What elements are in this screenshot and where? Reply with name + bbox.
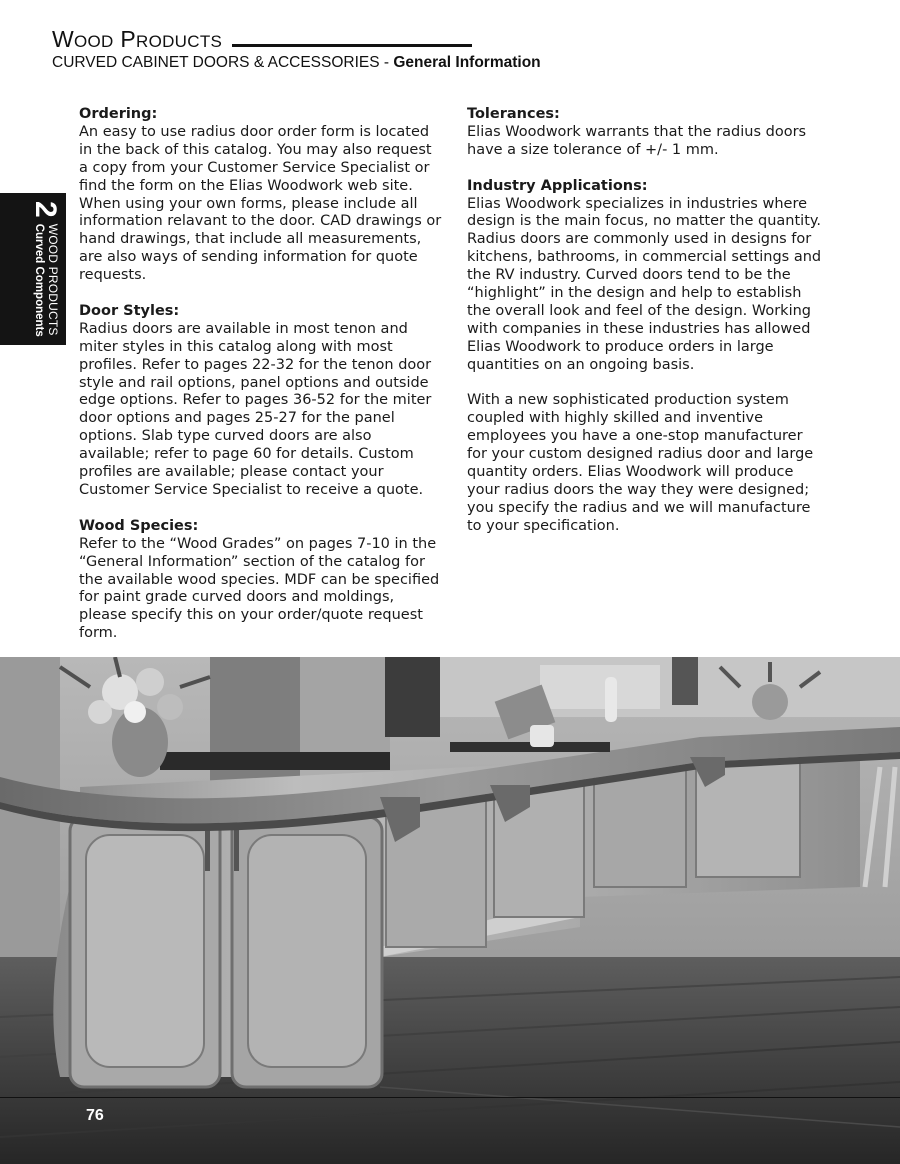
wood-species-heading: Wood Species: (79, 517, 199, 534)
footer-rule (0, 1097, 900, 1098)
chapter-tab (0, 193, 66, 345)
title-initial-2: P (120, 26, 136, 52)
ordering-heading: Ordering: (79, 106, 158, 122)
header-rule (232, 44, 472, 47)
subtitle-main: CURVED CABINET DOORS & ACCESSORIES - (52, 54, 394, 71)
section-title (52, 26, 222, 53)
title-rest-2: RODUCTS (136, 32, 223, 51)
production-text: With a new sophisticated production system coupled with highly skilled and inventive employees you have a one-stop manufacturer for your custom designed radius door and large quantity orders. Elias Woodwork will produce your radius doors the way they were designed; you specify the radius and we will manufacture to your specification. (467, 392, 814, 534)
chapter-number: 2 (29, 201, 62, 218)
title-rest-1: OOD (74, 32, 114, 51)
chapter-line-2: Curved Components (32, 223, 45, 337)
page-number: 76 (86, 1107, 104, 1124)
door-styles-text: Radius doors are available in most tenon and miter styles in this catalog along with most profiles. Refer to pages 22-32 for the tenon door style and rail options, panel options and outside edge options. Refer to pages 36-52 for the miter door options and pages 25-27 for the panel options. Slab type curved doors are also available; refer to page 60 for details. Custom profiles are available; please contact your Customer Service Specialist to receive a quote. (79, 320, 432, 499)
title-initial-1: W (52, 26, 75, 52)
industry-text-2: Radius doors are commonly used in designs for kitchens, bathrooms, in commercial settings and the RV industry. Curved doors tend to be the “highlight” in the design and help to establish the overall look and feel of the design. Working with companies in these industries has allowed Elias Woodwork to produce orders in large quantities on an ongoing basis. (467, 231, 822, 373)
tolerances-heading: Tolerances: (467, 106, 560, 122)
industry-text-1: Elias Woodwork specializes in industries where design is the main focus, no matter the quantity. (467, 195, 821, 230)
left-column (79, 106, 444, 661)
wood-species-text: Refer to the “Wood Grades” on pages 7-10 in the “General Information” section of the catalog for the available wood species. MDF can be specified for paint grade curved doors and moldings, please specify this on your order/quote request form. (79, 535, 440, 642)
ordering-text: An easy to use radius door order form is located in the back of this catalog. You may also request a copy from your Customer Service Specialist or find the form on the Elias Woodwork web site. When using your own forms, please include all information relavant to the door. CAD drawings or hand drawings, that include all measurements, are also ways of sending information for quote requests. (79, 123, 442, 284)
industry-heading: Industry Applications: (467, 177, 648, 194)
right-column (467, 106, 827, 554)
subtitle-bold: General Information (393, 54, 541, 71)
door-styles-heading: Door Styles: (79, 302, 180, 319)
kitchen-photo (0, 657, 900, 1164)
chapter-line-1: WOOD PRODUCTS (45, 223, 60, 336)
section-subtitle (52, 54, 541, 72)
tolerances-text: Elias Woodwork warrants that the radius doors have a size tolerance of +/- 1 mm. (467, 123, 807, 158)
